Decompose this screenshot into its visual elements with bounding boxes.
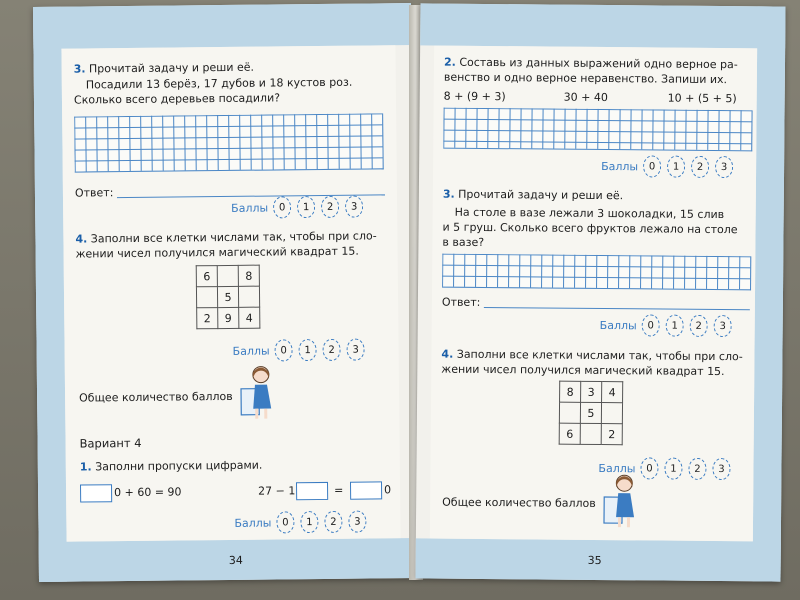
- magic-cell[interactable]: 2: [601, 424, 622, 445]
- score-option[interactable]: 2: [691, 156, 709, 178]
- expression: 10 + (5 + 5): [667, 91, 737, 106]
- task-number: 4.: [441, 347, 454, 361]
- expression: 8 + (9 + 3): [443, 89, 506, 104]
- score-option[interactable]: 3: [715, 156, 733, 178]
- scores-label: Баллы: [232, 344, 270, 358]
- score-option[interactable]: 0: [273, 196, 291, 218]
- task-number: 1.: [79, 460, 92, 474]
- score-option[interactable]: 0: [643, 155, 661, 177]
- expression: 30 + 40: [563, 90, 608, 105]
- task-instruction: Заполни пропуски цифрами.: [95, 458, 263, 474]
- scores-label: Баллы: [599, 318, 637, 333]
- page-footer-band: [39, 538, 417, 582]
- task-instruction: Заполни все клетки числами так, чтобы при сло-: [90, 229, 377, 246]
- solution-grid[interactable]: [443, 108, 752, 152]
- task-instruction: Прочитай задачу и реши её.: [88, 60, 255, 76]
- score-option[interactable]: 0: [276, 511, 294, 533]
- score-option[interactable]: 0: [274, 339, 292, 361]
- score-circles: [273, 196, 363, 219]
- magic-cell[interactable]: 4: [239, 307, 260, 328]
- score-circles: [640, 457, 730, 480]
- left-page: [33, 3, 417, 582]
- magic-cell[interactable]: [559, 402, 580, 423]
- answer-line[interactable]: [484, 307, 750, 310]
- score-option[interactable]: 2: [322, 339, 340, 361]
- magic-square: [559, 381, 624, 446]
- magic-cell[interactable]: [217, 265, 238, 286]
- magic-cell[interactable]: 4: [602, 382, 623, 403]
- page-number: 34: [228, 553, 243, 567]
- variant-heading: Вариант 4: [79, 435, 142, 451]
- girl-with-board-icon: [600, 471, 641, 531]
- score-option[interactable]: 2: [690, 315, 708, 337]
- total-score-label: Общее количество баллов: [442, 495, 596, 510]
- score-circles: [276, 511, 366, 534]
- page-header-band: [33, 3, 411, 49]
- digit-input-box[interactable]: [80, 484, 112, 502]
- equation-text: =: [334, 483, 344, 497]
- score-circles: [643, 155, 733, 178]
- score-option[interactable]: 1: [298, 339, 316, 361]
- answer-label: Ответ:: [74, 186, 114, 200]
- score-circles: [274, 339, 364, 362]
- magic-cell[interactable]: 8: [560, 381, 581, 402]
- task-number: 2.: [443, 55, 456, 69]
- task-instruction: Составь из данных выражений одно верное ра-: [459, 55, 738, 72]
- equation-text: 27 − 1: [258, 484, 296, 498]
- score-circles: [642, 314, 732, 337]
- magic-cell[interactable]: 9: [218, 307, 239, 328]
- task-4-line: жении чисел получился магический квадрат 15.: [75, 244, 359, 261]
- total-score-label: Общее количество баллов: [79, 389, 233, 405]
- magic-cell[interactable]: 6: [196, 266, 217, 287]
- score-option[interactable]: 1: [300, 511, 318, 533]
- task-3-text-line: в вазе?: [442, 235, 485, 249]
- task-3-text-line: Посадили 13 берёз, 17 дубов и 18 кустов роз.: [85, 75, 353, 92]
- magic-cell[interactable]: 8: [238, 265, 259, 286]
- right-page: [415, 3, 785, 581]
- task-4-line: [441, 348, 742, 364]
- task-3-heading: [74, 61, 254, 76]
- girl-with-board-icon: [237, 362, 278, 422]
- task-number: 4.: [75, 232, 88, 246]
- score-option[interactable]: 1: [664, 458, 682, 480]
- score-option[interactable]: 2: [688, 458, 706, 480]
- page-header-band: [420, 3, 785, 48]
- magic-cell[interactable]: [238, 286, 259, 307]
- score-option[interactable]: 3: [714, 315, 732, 337]
- score-option[interactable]: 3: [712, 458, 730, 480]
- score-option[interactable]: 0: [642, 314, 660, 336]
- task-instruction: Прочитай задачу и реши её.: [458, 187, 624, 203]
- task-number: 3.: [442, 187, 455, 201]
- equation-text: 0: [384, 483, 392, 497]
- task-3-text-line: и 5 груш. Сколько всего фруктов лежало на столе: [442, 220, 738, 237]
- score-option[interactable]: 2: [321, 196, 339, 218]
- magic-square: [196, 265, 261, 330]
- task-instruction: Заполни все клетки числами так, чтобы при сло-: [456, 347, 743, 364]
- task-1-heading: [80, 459, 263, 474]
- page-number: 35: [587, 553, 602, 568]
- score-option[interactable]: 1: [666, 315, 684, 337]
- open-workbook: [18, 5, 780, 585]
- task-2-line: [444, 56, 738, 72]
- scores-label: Баллы: [598, 461, 636, 476]
- digit-input-box[interactable]: [350, 481, 382, 499]
- left-page-content: [61, 45, 400, 541]
- solution-grid[interactable]: [74, 113, 384, 172]
- equation-text: 0 + 60 = 90: [114, 485, 182, 500]
- score-option[interactable]: 3: [348, 511, 366, 533]
- task-number: 3.: [73, 62, 86, 76]
- task-4-line: жении чисел получился магический квадрат 15.: [441, 362, 725, 379]
- magic-cell[interactable]: 2: [197, 308, 218, 329]
- task-3-text-line: На столе в вазе лежали 3 шоколадки, 15 слив: [454, 205, 725, 222]
- magic-cell[interactable]: 5: [580, 402, 601, 423]
- magic-cell[interactable]: 3: [581, 381, 602, 402]
- task-2-line: венство и одно верное неравенство. Запиши их.: [443, 70, 728, 87]
- score-option[interactable]: 3: [346, 339, 364, 361]
- digit-input-box[interactable]: [296, 482, 328, 500]
- score-option[interactable]: 0: [640, 457, 658, 479]
- task-3-text-line: Сколько всего деревьев посадили?: [73, 91, 281, 107]
- answer-label: Ответ:: [441, 295, 481, 309]
- magic-cell[interactable]: [580, 423, 601, 444]
- solution-grid[interactable]: [442, 254, 751, 291]
- magic-cell[interactable]: 5: [217, 286, 238, 307]
- magic-cell[interactable]: [196, 287, 217, 308]
- task-4-line: [75, 229, 376, 245]
- task-3-heading: [443, 188, 623, 203]
- score-option[interactable]: 1: [297, 196, 315, 218]
- scores-label: Баллы: [601, 160, 639, 174]
- magic-cell[interactable]: [601, 403, 622, 424]
- score-option[interactable]: 2: [324, 511, 342, 533]
- magic-cell[interactable]: 6: [559, 423, 580, 444]
- score-option[interactable]: 1: [667, 156, 685, 178]
- score-option[interactable]: 3: [345, 196, 363, 218]
- scores-label: Баллы: [234, 516, 272, 530]
- page-side-band: [752, 6, 785, 581]
- right-page-content: [430, 46, 757, 542]
- scores-label: Баллы: [231, 201, 269, 215]
